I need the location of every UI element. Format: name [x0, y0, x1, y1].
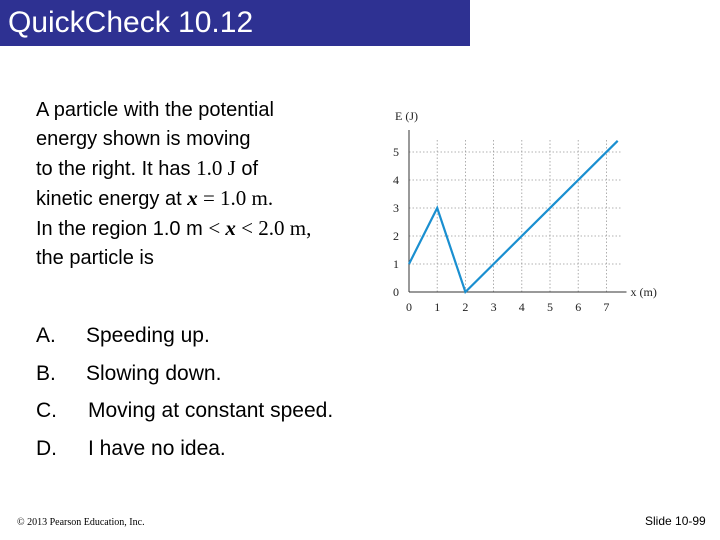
energy-value: 1.0 J: [196, 156, 236, 180]
choice-text: Slowing down.: [86, 362, 222, 385]
question-text-part: of: [235, 158, 259, 180]
y-tick-label: 0: [393, 285, 399, 299]
x-tick-label: 0: [406, 300, 412, 314]
question-text-part: In the region 1.0 m: [36, 218, 209, 240]
slide-number: Slide 10-99: [645, 514, 706, 528]
x-tick-label: 2: [462, 300, 469, 314]
copyright: © 2013 Pearson Education, Inc.: [17, 517, 145, 528]
question-line-6: the particle is: [36, 247, 154, 269]
question-line-2: energy shown is moving: [36, 128, 251, 150]
question-line-1: A particle with the potential: [36, 99, 274, 121]
chart-axes: [409, 130, 627, 292]
x-tick-label: 7: [603, 300, 610, 314]
choice-text: I have no idea.: [88, 437, 226, 460]
y-tick-label: 1: [393, 257, 399, 271]
less-than-sign: <: [208, 216, 226, 240]
choice-letter: C.: [36, 399, 57, 422]
chart-series: [409, 141, 618, 292]
choice-text: Speeding up.: [86, 324, 210, 347]
potential-energy-line: [409, 141, 618, 292]
y-tick-label: 2: [393, 229, 399, 243]
x-tick-label: 5: [547, 300, 553, 314]
x-tick-label: 6: [575, 300, 582, 314]
y-axis-label: E (J): [395, 109, 418, 123]
choice-letter: D.: [36, 437, 57, 460]
slide-title: QuickCheck 10.12: [8, 6, 254, 39]
x-variable: x: [187, 186, 198, 210]
chart-grid: [409, 138, 621, 292]
x-tick-label: 4: [518, 300, 525, 314]
choice-letter: A.: [36, 324, 56, 347]
y-tick-label: 5: [393, 145, 399, 159]
choice-letter: B.: [36, 362, 56, 385]
x-axis-label: x (m): [630, 285, 657, 299]
choice-text: Moving at constant speed.: [88, 399, 334, 422]
position-value: = 1.0 m.: [197, 186, 274, 210]
range-value: < 2.0 m,: [235, 216, 312, 240]
x-tick-label: 1: [434, 300, 441, 314]
y-tick-label: 3: [393, 201, 399, 215]
y-tick-label: 4: [393, 173, 399, 187]
x-variable: x: [225, 216, 236, 240]
question-text-part: to the right. It has: [36, 158, 197, 180]
question-text-part: kinetic energy at: [36, 188, 188, 210]
x-tick-label: 3: [490, 300, 497, 314]
